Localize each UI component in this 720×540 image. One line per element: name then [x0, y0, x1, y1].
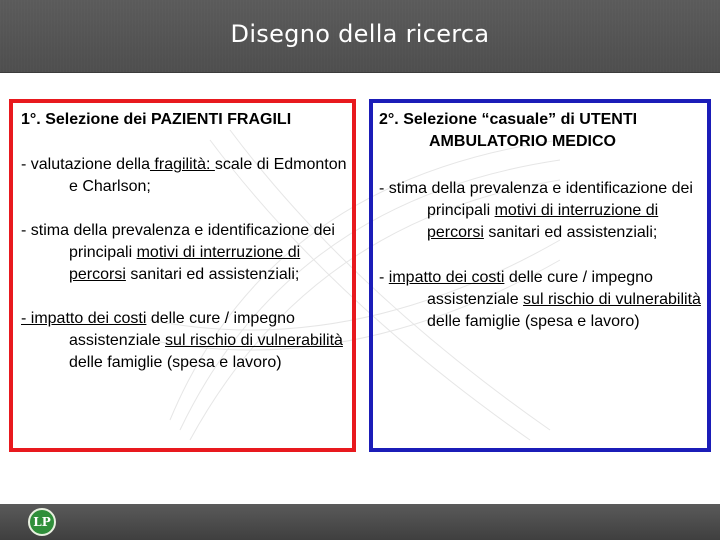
right-item-costs-end: delle famiglie (spesa e lavoro): [427, 313, 640, 330]
right-item-costs-vulnerability: sul rischio di vulnerabilità: [523, 291, 701, 308]
left-panel-heading: 1°. Selezione dei PAZIENTI FRAGILI: [21, 111, 292, 128]
right-panel-heading-line1: 2°. Selezione “casuale” di UTENTI: [379, 111, 638, 128]
right-item-prevalence-text: - stima della prevalenza e identificazione dei principali: [379, 180, 693, 219]
right-item-prevalence-underlined: motivi di interruzione di percorsi: [427, 202, 659, 241]
left-item-costs: [21, 308, 347, 374]
left-item-prevalence-underlined: motivi di interruzione di percorsi: [69, 244, 301, 283]
right-item-costs-dash: -: [379, 269, 389, 286]
left-item-prevalence-end: sanitari ed assistenziali;: [125, 266, 300, 283]
left-item-prevalence: [21, 220, 347, 286]
title-bar: [0, 0, 720, 73]
right-item-prevalence-end: sanitari ed assistenziali;: [483, 224, 658, 241]
right-item-prevalence: [379, 178, 705, 244]
footer-bar: [0, 504, 720, 540]
left-item-costs-end: delle famiglie (spesa e lavoro): [69, 354, 282, 371]
left-item-frailty-text: - valutazione della: [21, 156, 150, 173]
right-panel-outpatients: [369, 99, 711, 452]
left-item-frailty-scales: scale di Edmonton e Charlson;: [69, 156, 347, 195]
left-item-costs-underlined: - impatto dei costi: [21, 310, 147, 327]
logo-text: LP: [33, 515, 51, 529]
university-seal-icon: [28, 508, 56, 536]
right-panel-heading-line2: AMBULATORIO MEDICO: [429, 133, 616, 150]
left-item-costs-vulnerability: sul rischio di vulnerabilità: [165, 332, 343, 349]
left-panel-patients: [9, 99, 356, 452]
left-item-prevalence-text: - stima della prevalenza e identificazione dei principali: [21, 222, 335, 261]
slide-title: Disegno della ricerca: [230, 20, 490, 48]
left-item-frailty: [21, 154, 347, 198]
left-item-frailty-underlined: fragilità:: [149, 156, 215, 173]
right-item-costs: [379, 267, 705, 333]
right-item-costs-underlined: impatto dei costi: [388, 269, 505, 286]
right-item-costs-mid: delle cure / impegno assistenziale: [427, 269, 653, 308]
left-item-costs-mid: delle cure / impegno assistenziale: [69, 310, 295, 349]
